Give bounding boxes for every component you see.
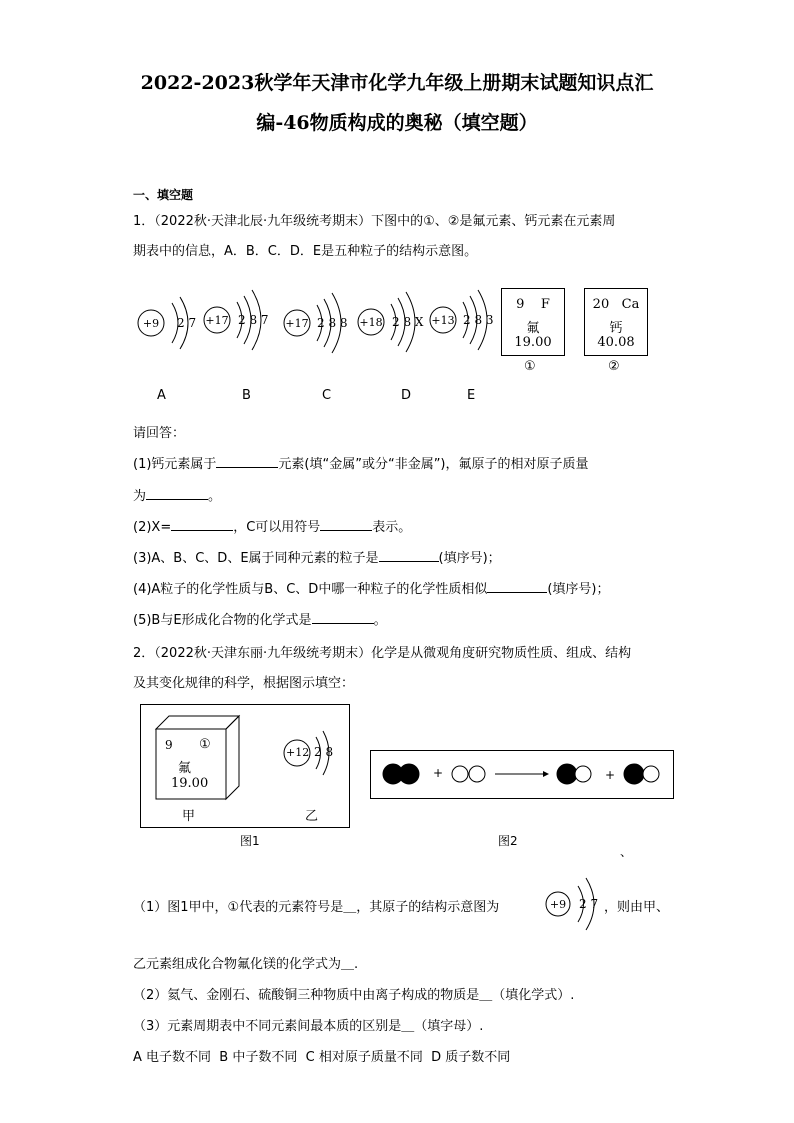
- calcium-number: 20: [592, 297, 610, 312]
- q1-sub3-text-a: (3)A、B、C、D、E属于同种元素的粒子是: [133, 551, 379, 566]
- atom-e-electrons: 2 8 3: [463, 313, 494, 327]
- cube-name: 氟: [178, 761, 192, 776]
- section-heading: 一、填空题: [133, 188, 194, 202]
- calcium-symbol: Ca: [621, 297, 640, 312]
- atom-diagram-c: [284, 293, 348, 353]
- q1-stem-line1: 1．（2022秋·天津北辰·九年级统考期末）下图中的①、②是氟元素、钙元素在元素周: [133, 214, 616, 229]
- q1-sub2-text-a: (2)X=: [133, 520, 172, 535]
- diagram-label-d: D: [401, 388, 412, 403]
- q1-sub3-text-b: (填序号)；: [438, 551, 501, 566]
- q1-sub1-line1: [133, 453, 589, 472]
- q2-sub1-text-a: （1）图1甲中，①代表的元素符号是＿，其原子的结构示意图为: [133, 900, 500, 915]
- q1-sub3: [133, 547, 501, 566]
- q1-sub2-text-c: 表示。: [372, 520, 412, 535]
- figure-2-caption: 图2: [498, 834, 518, 848]
- q1-sub2-blank-2[interactable]: [320, 518, 372, 531]
- fluorine-symbol: F: [540, 297, 550, 312]
- q2-sub1-atom-nucleus: +9: [549, 898, 567, 911]
- figure-2-drawing: [371, 751, 673, 798]
- atom-b-electrons: 2 8 7: [238, 313, 269, 327]
- q1-sub2-text-b: ，C可以用符号: [233, 520, 321, 535]
- atom-b-nucleus: +17: [205, 314, 229, 327]
- q1-sub1-text-a: (1)钙元素属于: [133, 457, 217, 472]
- stray-mark: 、: [620, 845, 633, 859]
- figure-1-caption: 图1: [240, 834, 260, 848]
- q1-sub5: [133, 609, 387, 628]
- atom-c-nucleus: +17: [285, 317, 309, 330]
- q2-sub1-text-b: ，则由甲、: [604, 900, 670, 915]
- element-box-label-2: ②: [608, 359, 620, 374]
- q1-sub4-text-b: (填序号)；: [547, 582, 610, 597]
- fig1-atom-nucleus: +12: [286, 746, 310, 759]
- cube-symbol: ①: [199, 737, 211, 752]
- q1-sub1-text-c: 为: [133, 489, 147, 504]
- q2-stem-line1: 2．（2022秋·天津东丽·九年级统考期末）化学是从微观角度研究物质性质、组成、结构: [133, 646, 632, 661]
- q2-sub1-atom: [544, 868, 612, 940]
- q1-sub1-text-b: 元素(填“金属”或分“非金属”)，氟原子的相对原子质量: [278, 457, 589, 472]
- atom-diagram-d: [358, 292, 424, 352]
- atom-a-nucleus: +9: [142, 317, 160, 330]
- document-title-line2: 编-46物质构成的奥秘（填空题）: [256, 112, 538, 134]
- fig2-plus-1: +: [433, 766, 444, 780]
- fluorine-mass: 19.00: [514, 335, 552, 350]
- diagram-label-a: A: [157, 388, 166, 403]
- q2-sub3-options: A 电子数不同 B 中子数不同 C 相对原子质量不同 D 质子数不同: [133, 1050, 511, 1065]
- q1-sub3-blank[interactable]: [379, 549, 439, 562]
- q1-stem-line2: 期表中的信息，A．B．C．D．E是五种粒子的结构示意图。: [133, 244, 478, 259]
- fig1-label-yi: 乙: [305, 809, 319, 824]
- q1-prompt: 请回答：: [133, 426, 186, 441]
- q2-sub2: （2）氦气、金刚石、硫酸铜三种物质中由离子构成的物质是＿（填化学式）.: [133, 988, 575, 1003]
- diagram-label-c: C: [322, 388, 332, 403]
- atom-diagram-b: [204, 290, 269, 350]
- atom-d-electrons: 2 8 X: [392, 315, 424, 329]
- q1-sub5-text-a: (5)B与E形成化合物的化学式是: [133, 613, 312, 628]
- atom-d-nucleus: +18: [359, 316, 383, 329]
- fig1-atom-electrons: 2 8: [314, 745, 334, 759]
- cube-mass: 19.00: [171, 776, 209, 791]
- document-title-line1: 2022-2023秋学年天津市化学九年级上册期末试题知识点汇: [140, 72, 654, 94]
- q1-sub1-text-d: 。: [208, 489, 222, 504]
- atom-c-electrons: 2 8 8: [317, 316, 348, 330]
- calcium-name: 钙: [609, 321, 623, 336]
- q1-sub5-text-b: 。: [373, 613, 387, 628]
- q1-sub2: [133, 516, 411, 535]
- q1-sub1-blank-1[interactable]: [216, 455, 278, 468]
- q1-sub5-blank[interactable]: [312, 611, 374, 624]
- q2-sub1-atom-electrons: 2 7: [579, 897, 599, 911]
- q1-atom-diagrams: [130, 280, 510, 370]
- fig1-label-jia: 甲: [182, 809, 196, 824]
- fluorine-name: 氟: [526, 321, 540, 336]
- diagram-label-e: E: [467, 388, 476, 403]
- figure-1: [140, 704, 350, 828]
- q1-sub4-text-a: (4)A粒子的化学性质与B、C、D中哪一种粒子的化学性质相似: [133, 582, 488, 597]
- atom-diagram-e: [430, 290, 494, 350]
- q1-sub4: [133, 578, 609, 597]
- cube-number: 9: [165, 738, 173, 752]
- q1-sub1-blank-2[interactable]: [146, 487, 208, 500]
- calcium-mass: 40.08: [597, 335, 635, 350]
- figure-2: [370, 750, 674, 799]
- element-box-calcium: [584, 288, 648, 356]
- q1-sub4-blank[interactable]: [487, 580, 547, 593]
- q2-sub1-text-c: 乙元素组成化合物氟化镁的化学式为＿.: [133, 957, 359, 972]
- atom-diagram-a: [138, 297, 196, 349]
- q1-sub1-line2: [133, 485, 221, 504]
- fluorine-number: 9: [516, 297, 525, 312]
- atom-a-electrons: 2 7: [177, 316, 197, 330]
- atom-e-nucleus: +13: [431, 314, 455, 327]
- q2-sub3: （3）元素周期表中不同元素间最本质的区别是＿（填字母）.: [133, 1019, 484, 1034]
- q1-sub2-blank-1[interactable]: [171, 518, 233, 531]
- element-box-label-1: ①: [524, 359, 536, 374]
- fig2-plus-2: +: [605, 768, 616, 782]
- diagram-label-b: B: [242, 388, 251, 403]
- element-box-fluorine: [501, 288, 565, 356]
- q2-stem-line2: 及其变化规律的科学，根据图示填空：: [133, 676, 355, 691]
